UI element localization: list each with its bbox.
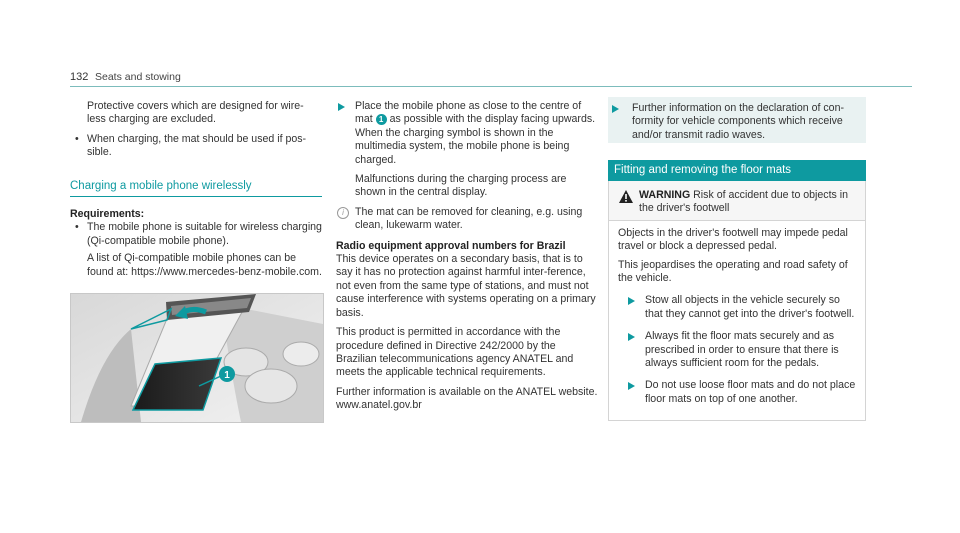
callout-number: 1	[224, 370, 230, 382]
radio-heading: Radio equipment approval numbers for Brazil	[336, 239, 566, 252]
step-stow-objects	[618, 294, 856, 321]
further-info-text: Further information on the declaration of con-formity for vehicle components which receive and/or transmit radio waves.	[632, 102, 844, 141]
section-heading-charging: Charging a mobile phone wirelessly	[70, 180, 322, 197]
mat-number-badge: 1	[376, 114, 387, 125]
step-stow-text: Stow all objects in the vehicle securely so that they cannot get into the driver's footwell.	[645, 294, 855, 320]
console-drawing	[71, 294, 323, 422]
intro-paragraph: Protective covers which are designed for wire-less charging are excluded.	[87, 100, 304, 126]
radio-paragraph-2: This product is permitted in accordance with the procedure defined in Directive 242/2000 by the Brazilian telecommunications agency ANATEL and meets the applicable technical requirements.	[336, 326, 574, 379]
step-place-text-b: as possible with the display facing upwards.	[389, 113, 596, 126]
step-place-phone	[336, 100, 598, 200]
column-right	[608, 100, 866, 421]
header-rule	[70, 72, 912, 87]
requirements-heading: Requirements:	[70, 208, 145, 221]
note-text: The mat can be removed for cleaning, e.g. using clean, lukewarm water.	[355, 205, 583, 232]
warning-triangle-icon	[619, 190, 633, 203]
requirement-detail: A list of Qi-compatible mobile phones can be found at: https://www.mercedes-benz-mobile.com.	[87, 252, 322, 278]
further-info-box	[608, 97, 866, 143]
step-no-loose-text: Do not use loose floor mats and do not place floor mats on top of one another.	[645, 379, 856, 405]
warning-header	[609, 181, 865, 221]
step-place-text-c: When the charging symbol is shown in the multimedia system, the mobile phone is being charged.	[355, 126, 570, 166]
cleaning-note	[336, 206, 598, 233]
warning-box	[608, 181, 866, 421]
warning-body	[609, 221, 865, 420]
charging-mat-illustration	[70, 293, 324, 423]
warning-paragraph-1: Objects in the driver's footwell may impede pedal travel or block a depressed pedal.	[618, 226, 848, 253]
column-middle	[336, 100, 598, 419]
column-left	[70, 100, 322, 423]
page-number: 132	[70, 71, 89, 83]
section-bar-floor-mats: Fitting and removing the floor mats	[608, 160, 866, 181]
step-fit-text: Always fit the floor mats securely and as prescribed in order to ensure that there is always sufficient room for the pedals.	[645, 330, 839, 370]
radio-paragraph-3: Further information is available on the ANATEL website. www.anatel.gov.br	[336, 385, 598, 412]
warning-title: Risk of accident due to objects in the driver's footwell	[639, 189, 849, 215]
bullet-when-charging: • When charging, the mat should be used if pos-sible.	[70, 133, 322, 160]
step-place-text-a: Place the mobile phone as close to the centre of mat	[355, 100, 582, 126]
step-no-loose-mats	[618, 379, 856, 406]
info-icon: i	[337, 207, 349, 219]
step-arrow-icon	[628, 333, 635, 341]
section-title: Seats and stowing	[95, 71, 181, 83]
step-arrow-icon	[338, 103, 345, 111]
radio-paragraph-1: This device operates on a secondary basis, that is to say it has no protection against harmful inter-ference, not even from the same type of stations, and must not cause interference with systems operating on a primary basis.	[336, 253, 596, 319]
warning-label: WARNING	[639, 189, 691, 201]
step-fit-mats	[618, 330, 856, 370]
requirement-item: • The mobile phone is suitable for wireless charging (Qi-compatible mobile phone).	[70, 221, 322, 248]
step-arrow-icon	[628, 382, 635, 390]
warning-paragraph-2: This jeopardises the operating and road safety of the vehicle.	[618, 258, 848, 285]
step-arrow-icon	[612, 105, 619, 113]
step-place-text-d: Malfunctions during the charging process are shown in the central display.	[355, 173, 567, 199]
step-arrow-icon	[628, 297, 635, 305]
